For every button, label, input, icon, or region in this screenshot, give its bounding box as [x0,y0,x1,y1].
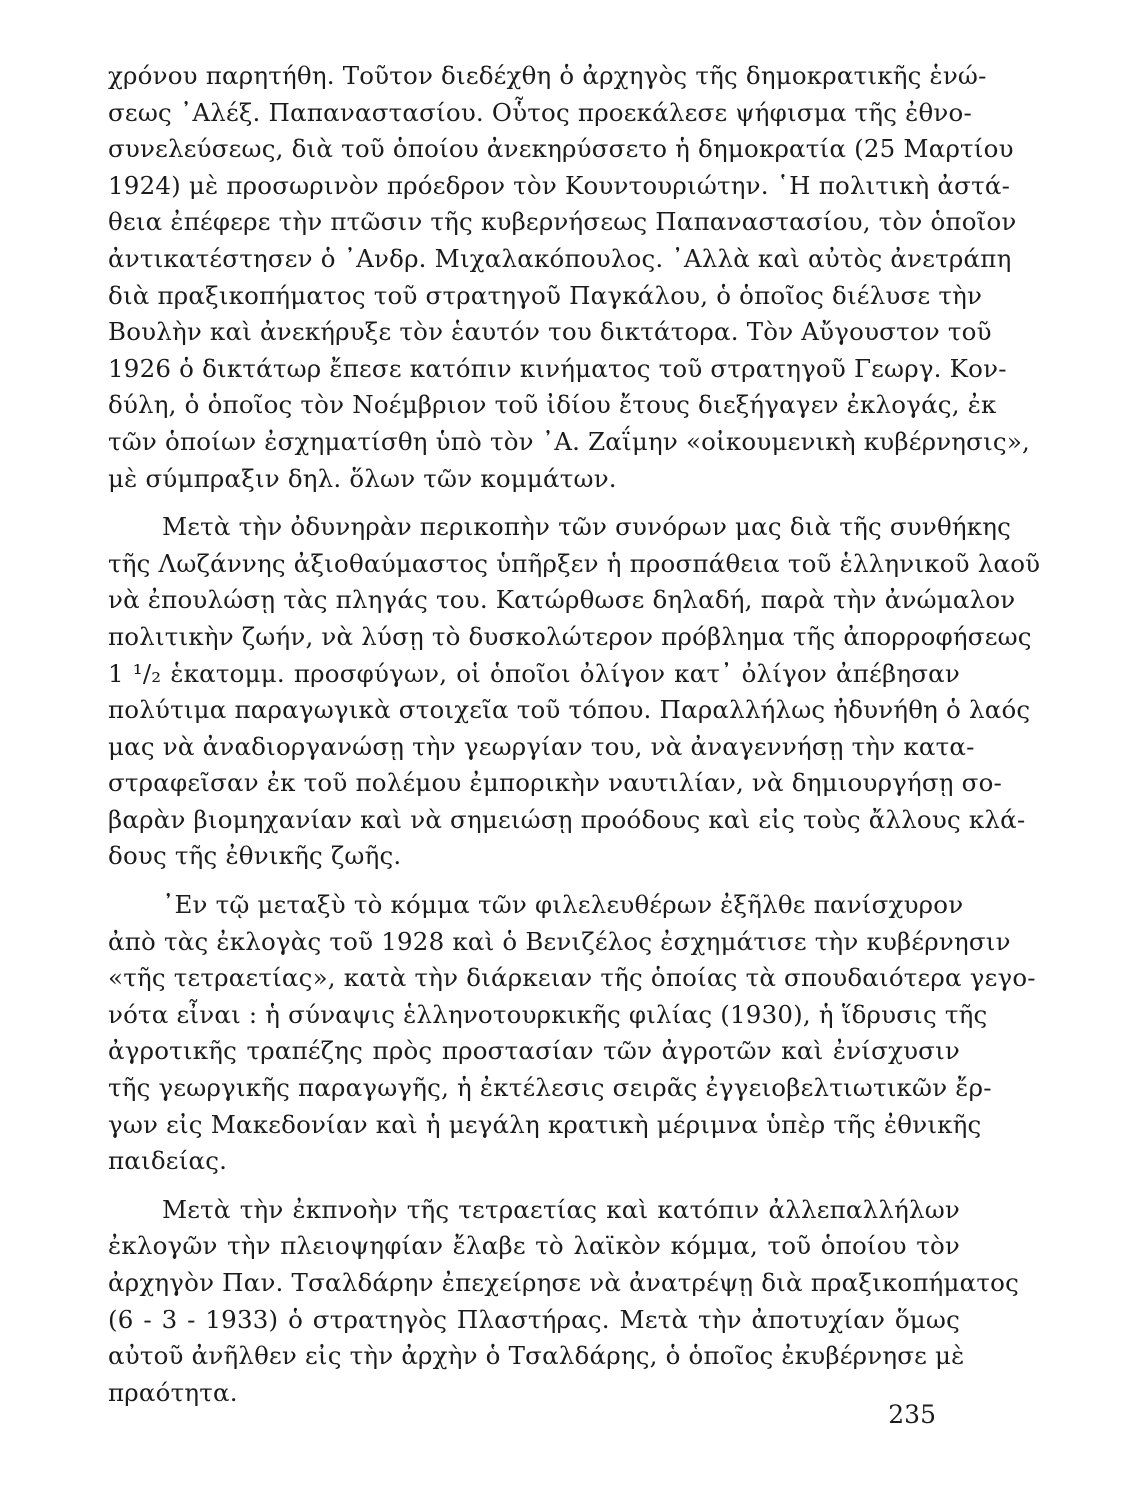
text-line: Μετὰ τὴν ἐκπνοὴν τῆς τετραετίας καὶ κατόπιν ἀλλεπαλλήλων [162,1194,960,1224]
text-line: ἀντικατέστησεν ὁ ᾿Ανδρ. Μιχαλακόπουλος. ᾿Αλλὰ καὶ αὐτὸς ἀνετράπη [108,243,1012,273]
text-line: ἀρχηγὸν Παν. Τσαλδάρην ἐπεχείρησε νὰ ἀνατρέψῃ διὰ πραξικοπήματος [108,1268,1020,1297]
text-line: δύλη, ὁ ὁποῖος τὸν Νοέμβριον τοῦ ἰδίου ἔτους διεξήγαγεν ἐκλογάς, ἐκ [108,390,997,420]
paragraph-3 [108,887,1036,1180]
text-line: τῆς γεωργικῆς παραγωγῆς, ἡ ἐκτέλεσις σειρᾶς ἐγγειοβελτιωτικῶν ἔρ- [108,1073,992,1103]
paragraph-2 [108,509,1041,875]
text-line: «τῆς τετραετίας», κατὰ τὴν διάρκειαν τῆς ὁποίας τὰ σπουδαιότερα γεγο- [108,963,1036,993]
text-line: ἀπὸ τὰς ἐκλογὰς τοῦ 1928 καὶ ὁ Βενιζέλος ἐσχημάτισε τὴν κυβέρνησιν [108,926,1011,956]
text-line: σεως ᾿Αλέξ. Παπαναστασίου. Οὗτος προεκάλεσε ψήφισμα τῆς ἐθνο- [108,97,972,127]
paragraph-4 [108,1192,1020,1412]
text-line: πολιτικὴν ζωήν, νὰ λύσῃ τὸ δυσκολώτερον πρόβλημα τῆς ἀπορροφήσεως [108,621,1032,651]
text-line: τῶν ὁποίων ἐσχηματίσθη ὑπὸ τὸν ᾿Α. Ζαΐμην «οἰκουμενικὴ κυβέρνησις», [108,426,1031,456]
text-line: ἐκλογῶν τὴν πλειοψηφίαν ἔλαβε τὸ λαϊκὸν κόμμα, τοῦ ὁποίου τὸν [108,1231,960,1261]
page-number: 235 [888,1400,936,1429]
text-line: ᾿Εν τῷ μεταξὺ τὸ κόμμα τῶν φιλελευθέρων ἐξῆλθε πανίσχυρον [162,890,964,920]
text-line: (6 - 3 - 1933) ὁ στρατηγὸς Πλαστήρας. Μετὰ τὴν ἀποτυχίαν ὅμως [108,1304,960,1334]
text-line: αὐτοῦ ἀνῆλθεν εἰς τὴν ἀρχὴν ὁ Τσαλδάρης, ὁ ὁποῖος ἐκυβέρνησε μὲ [108,1341,965,1371]
paragraph-1 [108,58,1031,497]
text-line: δους τῆς ἐθνικῆς ζωῆς. [108,841,402,871]
text-line: 1924) μὲ προσωρινὸν πρόεδρον τὸν Κουντουριώτην. ῾Η πολιτικὴ ἀστά- [108,170,1011,200]
text-line: γων εἰς Μακεδονίαν καὶ ἡ μεγάλη κρατικὴ μέριμνα ὑπὲρ τῆς ἐθνικῆς [108,1109,982,1139]
text-line: Μετὰ τὴν ὀδυνηρὰν περικοπὴν τῶν συνόρων μας διὰ τῆς συνθήκης [162,512,1012,542]
text-line: διὰ πραξικοπήματος τοῦ στρατηγοῦ Παγκάλου, ὁ ὁποῖος διέλυσε τὴν [108,280,983,310]
text-line: Βουλὴν καὶ ἀνεκήρυξε τὸν ἑαυτόν του δικτάτορα. Τὸν Αὔγουστον τοῦ [108,317,992,347]
text-line: μὲ σύμπραξιν δηλ. ὅλων τῶν κομμάτων. [108,463,617,493]
text-line: συνελεύσεως, διὰ τοῦ ὁποίου ἀνεκηρύσσετο ἡ δημοκρατία (25 Μαρτίου [108,134,1014,164]
text-line: 1926 ὁ δικτάτωρ ἔπεσε κατόπιν κινήματος τοῦ στρατηγοῦ Γεωργ. Κον- [108,353,1007,383]
text-line: παιδείας. [108,1146,228,1176]
text-line: 1 ¹/₂ ἑκατομμ. προσφύγων, οἱ ὁποῖοι ὀλίγον κατ᾿ ὀλίγον ἀπέβησαν [108,658,960,688]
text-line: στραφεῖσαν ἐκ τοῦ πολέμου ἐμπορικὴν ναυτιλίαν, νὰ δημιουργήσῃ σο- [108,768,1003,798]
text-line: πολύτιμα παραγωγικὰ στοιχεῖα τοῦ τόπου. Παραλλήλως ἠδυνήθη ὁ λαός [108,695,1031,725]
text-line: μας νὰ ἀναδιοργανώσῃ τὴν γεωργίαν του, νὰ ἀναγεννήσῃ τὴν κατα- [108,731,975,761]
text-line: νὰ ἐπουλώσῃ τὰς πληγάς του. Κατώρθωσε δηλαδή, παρὰ τὴν ἀνώμαλον [108,585,1016,615]
text-line: βαρὰν βιομηχανίαν καὶ νὰ σημειώσῃ προόδους καὶ εἰς τοὺς ἄλλους κλά- [108,804,1026,834]
text-line: τῆς Λωζάννης ἀξιοθαύμαστος ὑπῆρξεν ἡ προσπάθεια τοῦ ἑλληνικοῦ λαοῦ [108,548,1041,578]
text-line: πραότητα. [108,1377,238,1407]
body-text [108,58,1041,1423]
text-line: θεια ἐπέφερε τὴν πτῶσιν τῆς κυβερνήσεως Παπαναστασίου, τὸν ὁποῖον [108,207,1017,237]
text-line: ἀγροτικῆς τραπέζης πρὸς προστασίαν τῶν ἀγροτῶν καὶ ἐνίσχυσιν [108,1036,960,1066]
text-line: νότα εἶναι : ἡ σύναψις ἑλληνοτουρκικῆς φιλίας (1930), ἡ ἵδρυσις τῆς [108,999,988,1029]
text-line: χρόνου παρητήθη. Τοῦτον διεδέχθη ὁ ἀρχηγὸς τῆς δημοκρατικῆς ἑνώ- [108,61,987,90]
